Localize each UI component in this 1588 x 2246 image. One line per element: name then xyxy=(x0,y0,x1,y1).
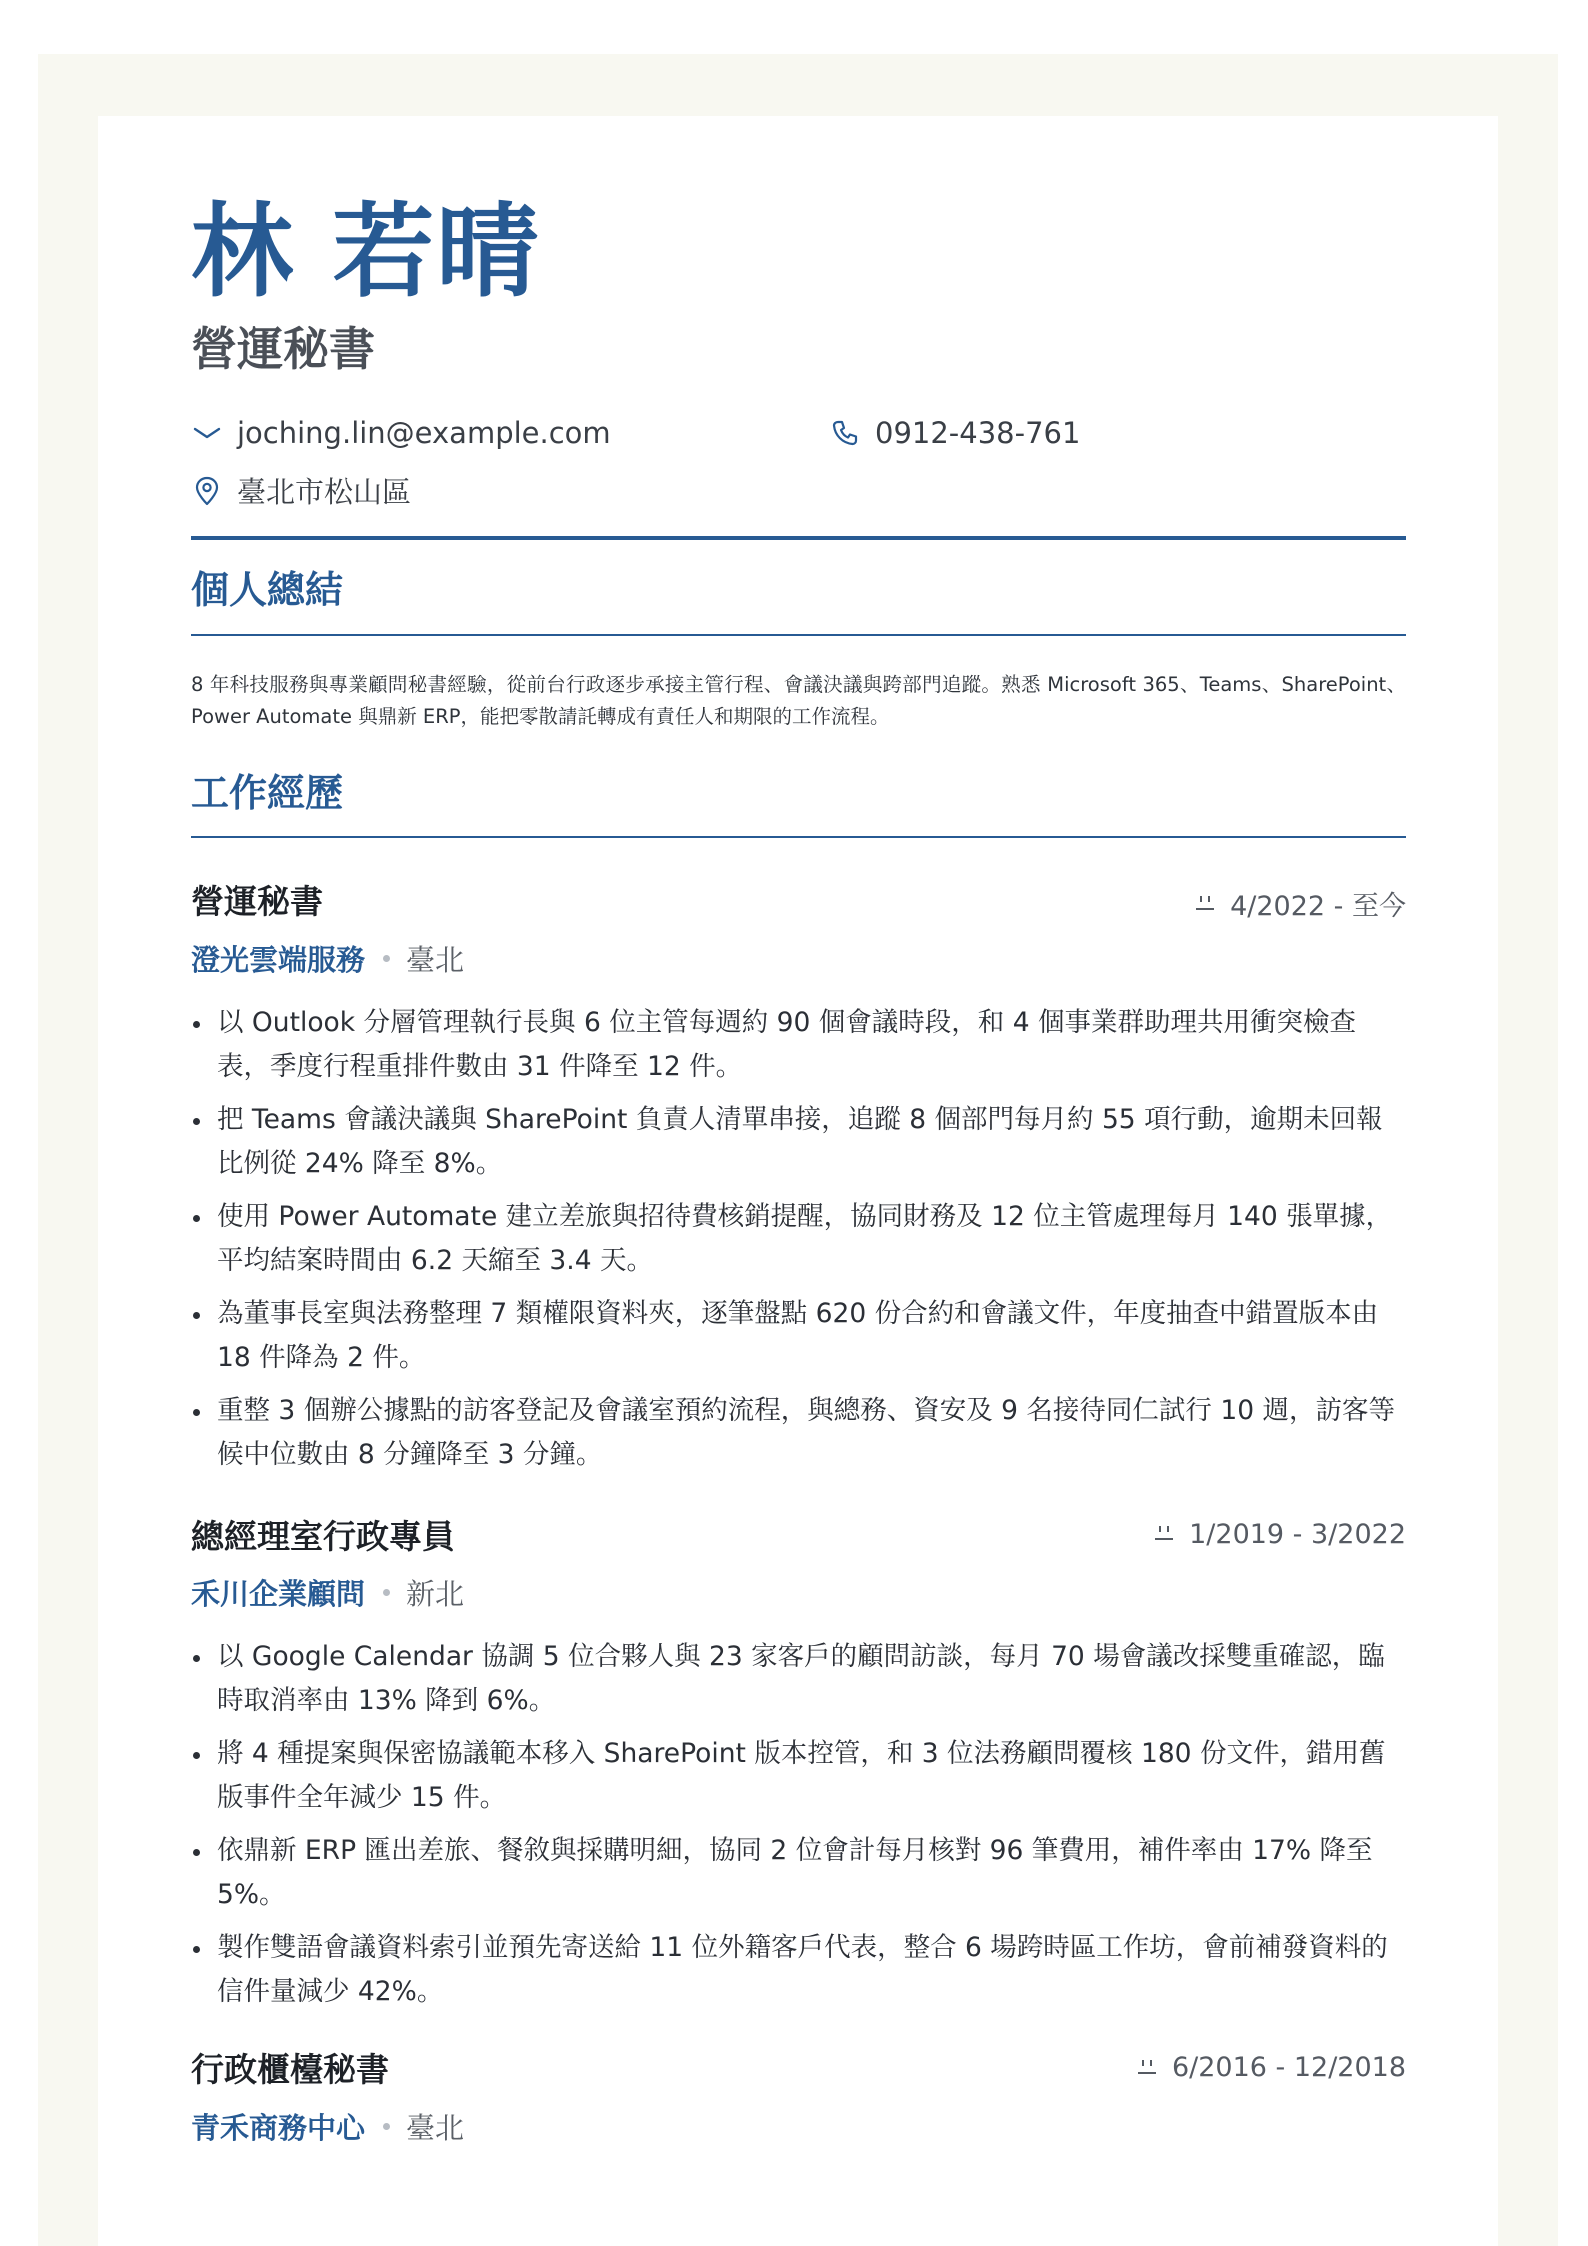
section-divider xyxy=(191,634,1406,636)
header-divider xyxy=(191,536,1406,540)
calendar-icon xyxy=(1153,1523,1175,1545)
list-item: 把 Teams 會議決議與 SharePoint 負責人清單串接，追蹤 8 個部門每月約 55 項行動，逾期未回報比例從 24% 降至 8%。 xyxy=(191,1098,1406,1186)
job-entry xyxy=(191,882,1406,1477)
job-date xyxy=(1153,1519,1406,1550)
company-name: 澄光雲端服務 xyxy=(191,942,366,977)
job-date-text: 1/2019 - 3/2022 xyxy=(1189,1518,1406,1550)
calendar-icon xyxy=(1136,2057,1158,2079)
separator-dot xyxy=(383,1589,390,1596)
job-date-text: 4/2022 - 至今 xyxy=(1230,891,1406,923)
section-title-experience: 工作經歷 xyxy=(191,770,344,815)
candidate-title: 營運秘書 xyxy=(191,322,375,376)
list-item: 以 Outlook 分層管理執行長與 6 位主管每週約 90 個會議時段，和 4 個事業群助理共用衝突檢查表，季度行程重排件數由 31 件降至 12 件。 xyxy=(191,1001,1406,1089)
contact-location xyxy=(191,470,411,511)
job-org xyxy=(191,938,1406,979)
job-title: 行政櫃檯秘書 xyxy=(191,2050,389,2090)
job-city: 臺北 xyxy=(406,942,465,977)
company-name: 禾川企業顧問 xyxy=(191,1577,366,1612)
separator-dot xyxy=(383,955,390,962)
list-item: 將 4 種提案與保密協議範本移入 SharePoint 版本控管，和 3 位法務顧問覆核 180 份文件，錯用舊版事件全年減少 15 件。 xyxy=(191,1732,1406,1820)
job-bullets xyxy=(191,1001,1406,1477)
section-title-summary: 個人總結 xyxy=(191,568,344,612)
phone-icon xyxy=(829,417,861,449)
list-item: 以 Google Calendar 協調 5 位合夥人與 23 家客戶的顧問訪談，每月 70 場會議改採雙重確認，臨時取消率由 13% 降到 6%。 xyxy=(191,1635,1406,1723)
job-date-text: 6/2016 - 12/2018 xyxy=(1171,2052,1406,2084)
contact-phone[interactable] xyxy=(829,416,1080,450)
calendar-icon xyxy=(1194,893,1216,915)
contact-block xyxy=(191,416,1406,528)
section-divider xyxy=(191,836,1406,838)
job-entry xyxy=(191,2050,1406,2147)
job-city: 新北 xyxy=(406,1577,465,1612)
job-org xyxy=(191,1572,1406,1613)
contact-location-text: 臺北市松山區 xyxy=(237,475,412,509)
summary-text: 8 年科技服務與專業顧問秘書經驗，從前台行政逐步承接主管行程、會議決議與跨部門追蹤。熟悉 Microsoft 365、Teams、SharePoint、Power Automate 與鼎新 ERP，能把零散請託轉成有責任人和期限的工作流程。 xyxy=(191,672,1406,728)
job-org xyxy=(191,2106,1406,2147)
resume-content xyxy=(191,193,1406,2147)
company-name: 青禾商務中心 xyxy=(191,2110,366,2145)
job-title: 營運秘書 xyxy=(191,882,323,922)
list-item: 重整 3 個辦公據點的訪客登記及會議室預約流程，與總務、資安及 9 名接待同仁試行 10 週，訪客等候中位數由 8 分鐘降至 3 分鐘。 xyxy=(191,1389,1406,1477)
contact-phone-text: 0912-438-761 xyxy=(875,416,1081,450)
job-title: 總經理室行政專員 xyxy=(191,1516,455,1556)
job-date xyxy=(1136,2052,1406,2083)
contact-email-text: joching.lin@example.com xyxy=(237,416,611,450)
job-bullets xyxy=(191,1635,1406,2014)
list-item: 製作雙語會議資料索引並預先寄送給 11 位外籍客戶代表，整合 6 場跨時區工作坊，會前補發資料的信件量減少 42%。 xyxy=(191,1926,1406,2014)
job-date xyxy=(1194,884,1406,923)
job-city: 臺北 xyxy=(406,2110,465,2145)
map-pin-icon xyxy=(191,475,223,507)
list-item: 依鼎新 ERP 匯出差旅、餐敘與採購明細，協同 2 位會計每月核對 96 筆費用，補件率由 17% 降至 5%。 xyxy=(191,1829,1406,1917)
mail-icon xyxy=(191,417,223,449)
list-item: 使用 Power Automate 建立差旅與招待費核銷提醒，協同財務及 12 位主管處理每月 140 張單據，平均結案時間由 6.2 天縮至 3.4 天。 xyxy=(191,1195,1406,1283)
list-item: 為董事長室與法務整理 7 類權限資料夾，逐筆盤點 620 份合約和會議文件，年度抽查中錯置版本由 18 件降為 2 件。 xyxy=(191,1292,1406,1380)
resume-sheet xyxy=(98,116,1498,2246)
contact-email[interactable] xyxy=(191,416,611,450)
job-entry xyxy=(191,1517,1406,2015)
separator-dot xyxy=(383,2123,390,2130)
candidate-name: 林 若晴 xyxy=(191,193,541,312)
